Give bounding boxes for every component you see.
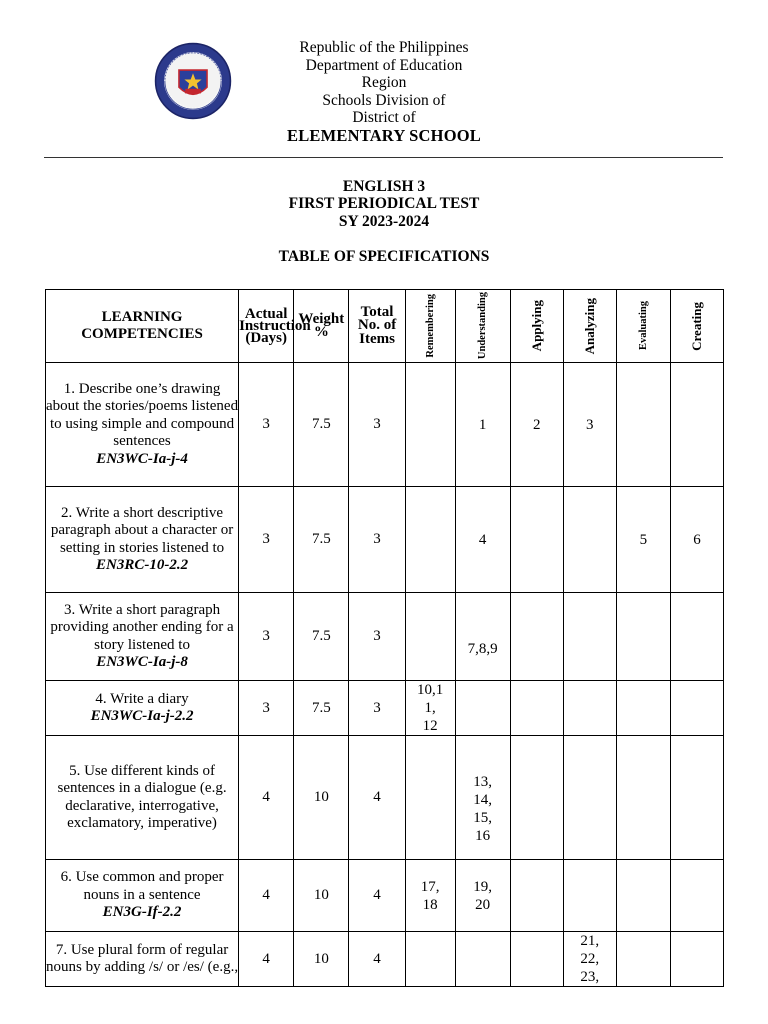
remembering-cell <box>405 487 455 593</box>
items-cell: 4 <box>349 736 405 860</box>
understanding-cell: 19, 20 <box>455 860 510 932</box>
applying-cell: 2 <box>510 363 563 487</box>
analyzing-cell <box>563 487 616 593</box>
header-days: Actual Instruction (Days) <box>239 290 294 363</box>
header-understanding-label: Understanding <box>477 292 489 360</box>
creating-cell <box>670 736 723 860</box>
analyzing-cell <box>563 860 616 932</box>
header-applying-label: Applying <box>528 300 544 352</box>
competency-code: EN3WC-Ia-j-2.2 <box>90 708 194 724</box>
evaluating-cell <box>616 363 670 487</box>
analyzing-cell: 3 <box>563 363 616 487</box>
deped-seal-icon <box>154 42 232 120</box>
table-heading: TABLE OF SPECIFICATIONS <box>278 248 490 265</box>
competency-text: 5. Use different kinds of sentences in a dialogue (e.g. declarative, interrogative, exclamatory, imperative) <box>57 762 227 831</box>
analyzing-cell <box>563 681 616 736</box>
understanding-cell: 13, 14, 15, 16 <box>455 736 510 860</box>
table-row <box>46 860 724 932</box>
items-cell: 4 <box>349 860 405 932</box>
understanding-cell: 7,8,9 <box>455 593 510 681</box>
header-remembering <box>405 290 455 363</box>
header-analyzing <box>563 290 616 363</box>
days-cell: 3 <box>239 487 294 593</box>
table-row <box>46 736 724 860</box>
applying-cell <box>510 487 563 593</box>
applying-cell <box>510 681 563 736</box>
weight-cell: 7.5 <box>294 363 349 487</box>
test-title-block <box>0 178 768 230</box>
header-analyzing-label: Analyzing <box>581 297 597 355</box>
items-cell: 3 <box>349 363 405 487</box>
evaluating-cell <box>616 860 670 932</box>
days-cell: 3 <box>239 363 294 487</box>
competency-cell <box>46 363 239 487</box>
creating-cell: 6 <box>670 487 723 593</box>
weight-cell: 7.5 <box>294 487 349 593</box>
days-cell: 3 <box>239 681 294 736</box>
remembering-cell <box>405 932 455 987</box>
analyzing-cell <box>563 736 616 860</box>
competency-cell <box>46 860 239 932</box>
header-creating <box>670 290 723 363</box>
organization-block <box>250 39 518 145</box>
remembering-cell <box>405 593 455 681</box>
items-cell: 4 <box>349 932 405 987</box>
evaluating-cell <box>616 593 670 681</box>
evaluating-cell <box>616 932 670 987</box>
days-cell: 4 <box>239 860 294 932</box>
evaluating-cell <box>616 681 670 736</box>
weight-cell: 10 <box>294 932 349 987</box>
competency-code: EN3WC-Ia-j-4 <box>96 450 188 467</box>
header-divider <box>44 157 723 158</box>
school-year: SY 2023-2024 <box>338 212 430 230</box>
test-title: FIRST PERIODICAL TEST <box>288 195 480 213</box>
analyzing-cell <box>563 593 616 681</box>
weight-cell: 10 <box>294 860 349 932</box>
org-line-department: Department of Education <box>305 56 463 74</box>
competency-code: EN3G-If-2.2 <box>102 904 182 921</box>
understanding-cell: 1 <box>455 363 510 487</box>
competency-code: EN3WC-Ia-j-8 <box>96 653 188 670</box>
weight-cell: 7.5 <box>294 593 349 681</box>
applying-cell <box>510 932 563 987</box>
applying-cell <box>510 860 563 932</box>
competency-cell <box>46 593 239 681</box>
header-items: Total No. of Items <box>349 290 405 363</box>
competency-text: 2. Write a short descriptive paragraph about a character or setting in stories listened to <box>50 504 234 556</box>
table-header-row <box>46 290 724 363</box>
days-cell: 4 <box>239 736 294 860</box>
header-competencies: LEARNING COMPETENCIES <box>46 290 239 363</box>
creating-cell <box>670 860 723 932</box>
competency-cell <box>46 736 239 860</box>
evaluating-cell <box>616 736 670 860</box>
analyzing-cell: 21, 22, 23, <box>563 932 616 987</box>
header-applying <box>510 290 563 363</box>
header-weight: Weight % <box>294 290 349 363</box>
table-row <box>46 363 724 487</box>
competency-text: 6. Use common and proper nouns in a sentence <box>60 869 224 903</box>
competency-text: 1. Describe one’s drawing about the stories/poems listened to using simple and compound sentences <box>46 380 239 450</box>
applying-cell <box>510 736 563 860</box>
competency-cell <box>46 932 239 987</box>
header-creating-label: Creating <box>688 301 704 351</box>
items-cell: 3 <box>349 487 405 593</box>
document-header <box>0 36 768 156</box>
competency-text: 4. Write a diary <box>95 690 189 707</box>
days-cell: 4 <box>239 932 294 987</box>
header-evaluating <box>616 290 670 363</box>
header-evaluating-label: Evaluating <box>637 301 649 351</box>
competency-text: 3. Write a short paragraph providing another ending for a story listened to <box>50 601 234 653</box>
items-cell: 3 <box>349 593 405 681</box>
understanding-cell: 4 <box>455 487 510 593</box>
table-row <box>46 593 724 681</box>
org-line-region: Region <box>361 74 407 92</box>
items-cell: 3 <box>349 681 405 736</box>
weight-cell: 10 <box>294 736 349 860</box>
specification-table <box>45 289 724 987</box>
creating-cell <box>670 363 723 487</box>
org-line-republic: Republic of the Philippines <box>299 39 469 56</box>
competency-cell <box>46 487 239 593</box>
creating-cell <box>670 593 723 681</box>
understanding-cell <box>455 681 510 736</box>
creating-cell <box>670 681 723 736</box>
subject-title: ENGLISH 3 <box>342 178 426 195</box>
applying-cell <box>510 593 563 681</box>
remembering-cell <box>405 363 455 487</box>
org-line-district: District of <box>352 109 416 127</box>
creating-cell <box>670 932 723 987</box>
org-line-division: Schools Division of <box>322 91 446 109</box>
competency-code: EN3RC-10-2.2 <box>96 556 189 573</box>
understanding-cell <box>455 932 510 987</box>
school-name: ELEMENTARY SCHOOL <box>287 125 481 145</box>
table-row <box>46 487 724 593</box>
remembering-cell: 17, 18 <box>405 860 455 932</box>
competency-cell <box>46 681 239 736</box>
evaluating-cell: 5 <box>616 487 670 593</box>
header-understanding <box>455 290 510 363</box>
competency-text: 7. Use plural form of regular nouns by adding /s/ or /es/ (e.g., <box>46 941 239 975</box>
table-row <box>46 681 724 736</box>
days-cell: 3 <box>239 593 294 681</box>
remembering-cell: 10,1 1, 12 <box>405 681 455 736</box>
table-row <box>46 932 724 987</box>
remembering-cell <box>405 736 455 860</box>
header-remembering-label: Remembering <box>424 294 436 358</box>
weight-cell: 7.5 <box>294 681 349 736</box>
